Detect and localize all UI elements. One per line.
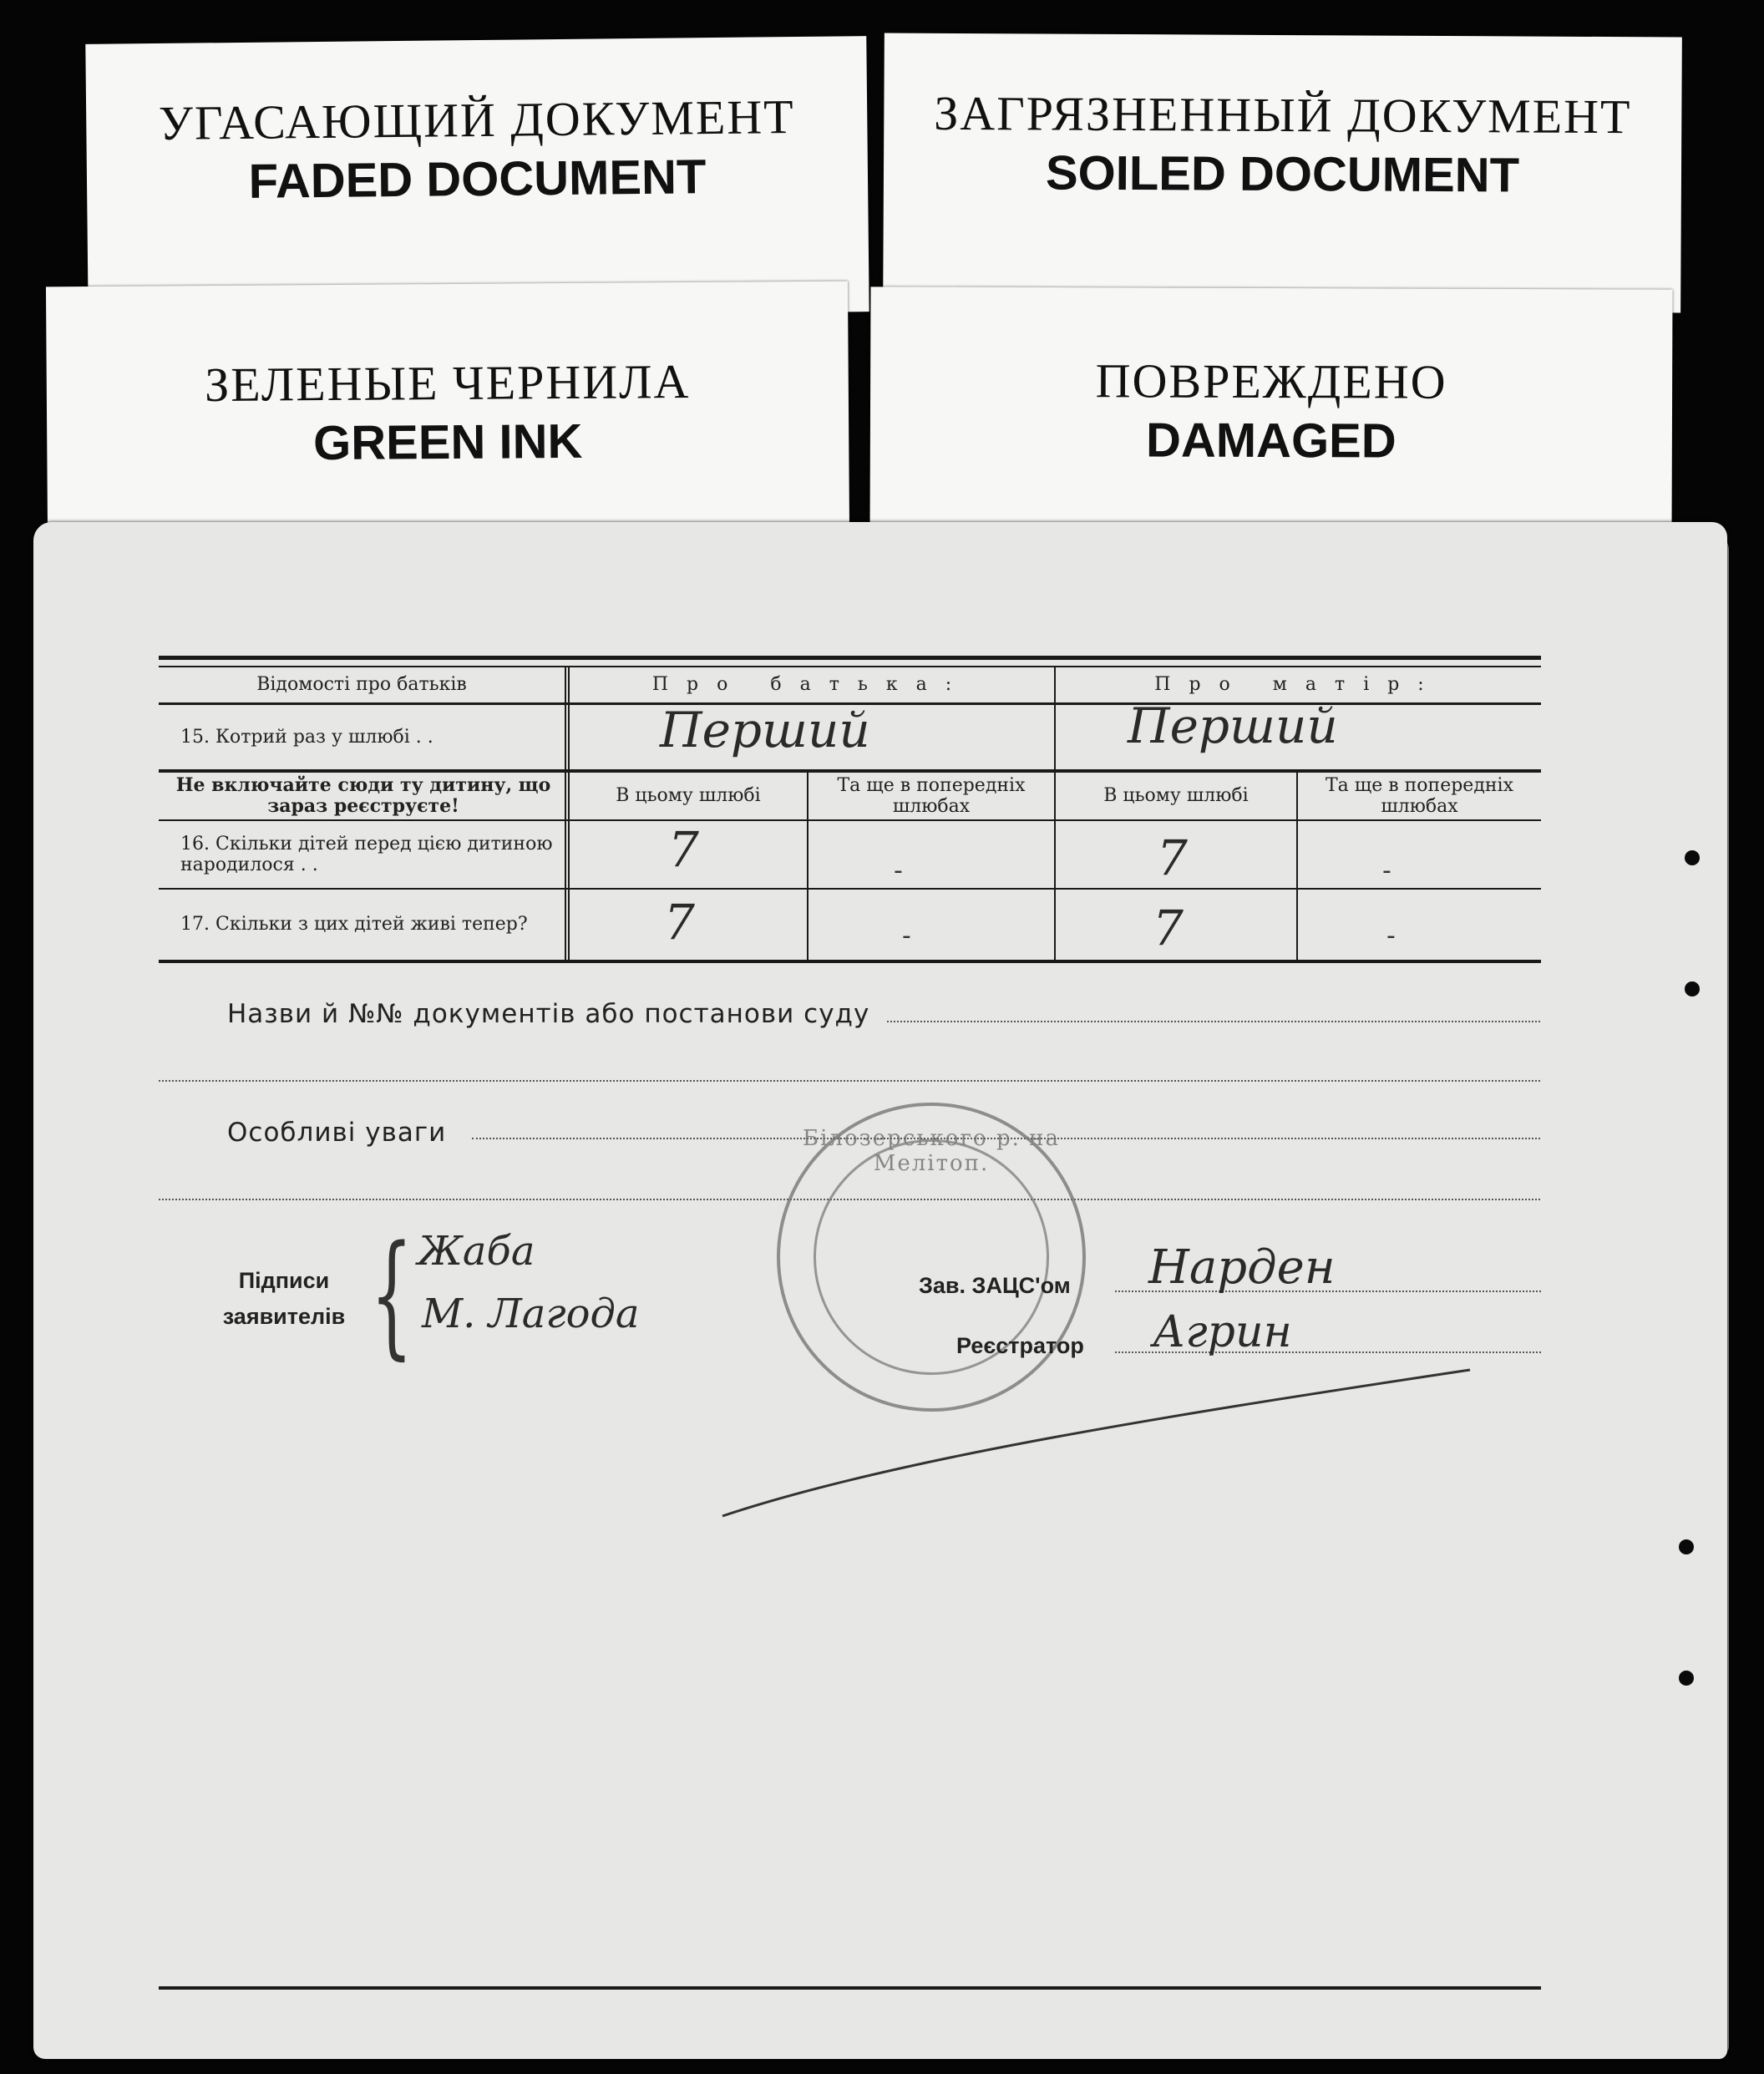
row16-father-this: 7	[668, 821, 699, 878]
row17-mother-this: 7	[1153, 900, 1184, 956]
documents-line	[887, 1021, 1540, 1022]
bottom-rule	[159, 1986, 1541, 1990]
punch-hole	[1679, 1539, 1694, 1554]
applicant-signature-1: Жаба	[418, 1228, 535, 1275]
row17-father-this: 7	[664, 894, 695, 951]
row17-father-prev: -	[902, 921, 911, 951]
row15-father-value: Перший	[660, 702, 870, 758]
documents-label: Назви й №№ документів або постанови суду	[227, 999, 870, 1029]
header-parents-info: Відомості про батьків	[256, 674, 467, 696]
row17-mother-prev: -	[1386, 921, 1396, 951]
row16-father-prev: -	[894, 856, 903, 885]
father-previous-marriages-header: Та ще в попередніх шлюбах	[837, 774, 1026, 817]
brace: {	[370, 1216, 413, 1372]
documents-line-2	[159, 1080, 1540, 1082]
damaged-label-en: DAMAGED	[1145, 413, 1396, 469]
registrar-label: Реєстратор	[956, 1333, 1084, 1358]
note-do-not-include: Не включайте сюди ту дитину, що зараз реєструєте!	[175, 773, 551, 817]
soiled-document-card	[883, 33, 1682, 313]
soiled-label-en: SOILED DOCUMENT	[1045, 145, 1520, 203]
stamp-text: Білозерського р. на Мелітоп.	[803, 1126, 1060, 1176]
applicant-signature-2: М. Лагода	[422, 1291, 640, 1337]
row16-mother-prev: -	[1382, 856, 1391, 885]
punch-hole	[1685, 981, 1700, 996]
green-ink-label-ru: ЗЕЛЕНЫЕ ЧЕРНИЛА	[204, 353, 691, 413]
registrar-signature: Агрин	[1153, 1307, 1292, 1357]
header-father: Про батька:	[651, 674, 971, 696]
parents-info-table	[159, 656, 1541, 963]
faded-document-card	[85, 36, 869, 320]
row15-mother-value: Перший	[1128, 697, 1338, 754]
remarks-label: Особливі уваги	[227, 1118, 447, 1148]
head-zags-label: Зав. ЗАЦС'ом	[919, 1273, 1071, 1298]
mother-previous-marriages-header: Та ще в попередніх шлюбах	[1326, 774, 1513, 817]
applicants-signatures-label: Підписи заявителів	[222, 1268, 346, 1330]
punch-hole	[1679, 1671, 1694, 1686]
damaged-label-ru: ПОВРЕЖДЕНО	[1095, 353, 1447, 409]
soiled-label-ru: ЗАГРЯЗНЕННЫЙ ДОКУМЕНТ	[934, 85, 1632, 145]
head-signature: Нарден	[1148, 1240, 1336, 1295]
header-mother: Про матір:	[1154, 674, 1442, 696]
punch-hole	[1685, 850, 1700, 865]
faded-label-en: FADED DOCUMENT	[248, 150, 707, 209]
faded-label-ru: УГАСАЮЩИЙ ДОКУМЕНТ	[158, 89, 795, 150]
father-this-marriage-header: В цьому шлюбі	[616, 785, 761, 807]
green-ink-label-en: GREEN INK	[312, 413, 583, 471]
row17-label: 17. Скільки з цих дітей живі тепер?	[180, 914, 528, 936]
green-ink-card	[46, 281, 849, 538]
row16-mother-this: 7	[1157, 829, 1188, 886]
damaged-card	[869, 287, 1672, 535]
row15-label: 15. Котрий раз у шлюбі . .	[180, 726, 433, 748]
row16-label: 16. Скільки дітей перед цією дитиною народилося . .	[180, 833, 553, 875]
signature-flourish	[718, 1336, 1487, 1520]
mother-this-marriage-header: В цьому шлюбі	[1103, 785, 1249, 807]
